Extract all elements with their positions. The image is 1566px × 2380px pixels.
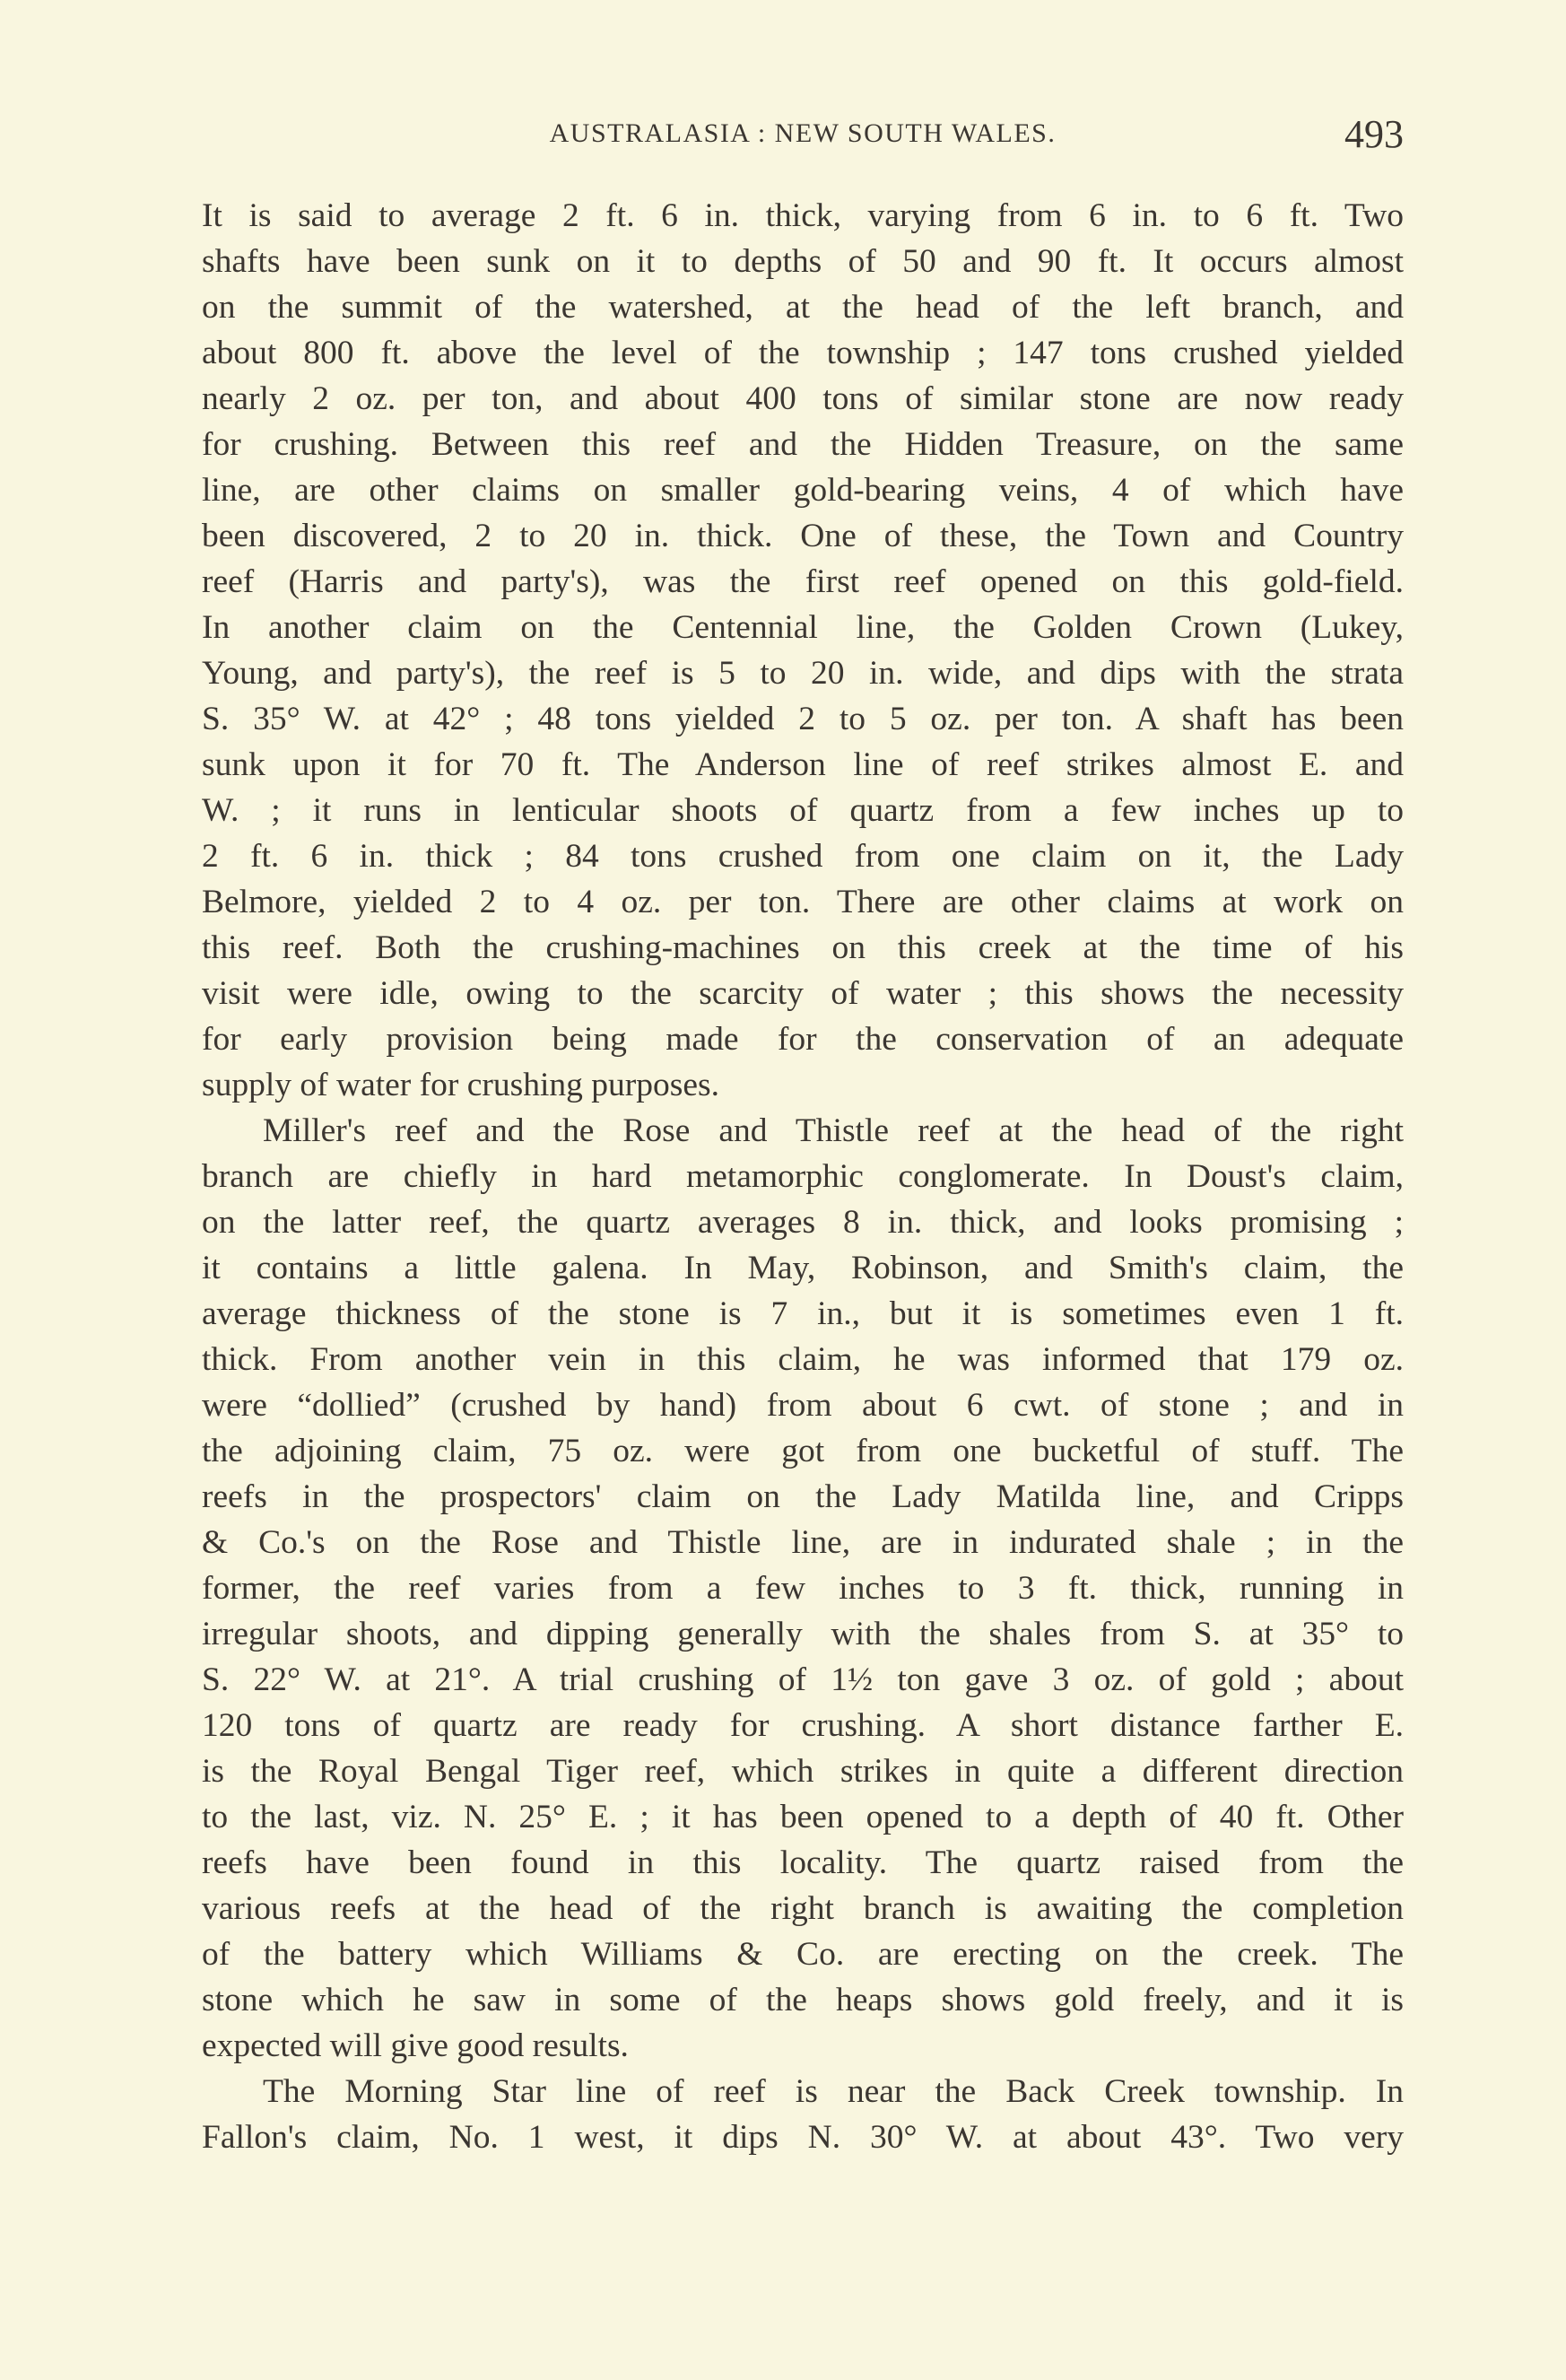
text-line: W. ; it runs in lenticular shoots of quartz from a few inches up to — [202, 792, 1404, 829]
text-line: expected will give good results. — [202, 2027, 629, 2064]
text-line: visit were idle, owing to the scarcity of water ; this shows the necessity — [202, 975, 1404, 1012]
text-line: various reefs at the head of the right branch is awaiting the completion — [202, 1890, 1404, 1927]
text-line: about 800 ft. above the level of the township ; 147 tons crushed yielded — [202, 335, 1404, 371]
paragraph — [202, 1108, 1404, 2069]
text-line: the adjoining claim, 75 oz. were got from one bucketful of stuff. The — [202, 1433, 1404, 1469]
text-line: thick. From another vein in this claim, he was informed that 179 oz. — [202, 1341, 1404, 1378]
text-line: reefs in the prospectors' claim on the Lady Matilda line, and Cripps — [202, 1478, 1404, 1515]
text-line: shafts have been sunk on it to depths of 50 and 90 ft. It occurs almost — [202, 243, 1404, 280]
text-line: this reef. Both the crushing-machines on this creek at the time of his — [202, 929, 1404, 966]
text-line: former, the reef varies from a few inches to 3 ft. thick, running in — [202, 1570, 1404, 1607]
text-line: reefs have been found in this locality. The quartz raised from the — [202, 1844, 1404, 1881]
text-line: 2 ft. 6 in. thick ; 84 tons crushed from one claim on it, the Lady — [202, 838, 1404, 875]
text-line: stone which he saw in some of the heaps shows gold freely, and it is — [202, 1982, 1404, 2018]
text-line: on the summit of the watershed, at the head of the left branch, and — [202, 289, 1404, 326]
running-title: AUSTRALASIA : NEW SOUTH WALES. — [549, 118, 1057, 148]
text-line: Belmore, yielded 2 to 4 oz. per ton. There are other claims at work on — [202, 884, 1404, 920]
text-line: Fallon's claim, No. 1 west, it dips N. 30° W. at about 43°. Two very — [202, 2119, 1404, 2156]
text-line: irregular shoots, and dipping generally with the shales from S. at 35° to — [202, 1616, 1404, 1652]
text-line: it contains a little galena. In May, Robinson, and Smith's claim, the — [202, 1250, 1404, 1286]
text-line: for crushing. Between this reef and the Hidden Treasure, on the same — [202, 426, 1404, 463]
text-line: average thickness of the stone is 7 in., but it is sometimes even 1 ft. — [202, 1295, 1404, 1332]
text-line: were “dollied” (crushed by hand) from about 6 cwt. of stone ; and in — [202, 1387, 1404, 1424]
text-line: & Co.'s on the Rose and Thistle line, are in indurated shale ; in the — [202, 1524, 1404, 1561]
body-text — [202, 193, 1404, 2160]
text-line: The Morning Star line of reef is near the Back Creek township. In — [263, 2073, 1404, 2110]
text-line: been discovered, 2 to 20 in. thick. One of these, the Town and Country — [202, 518, 1404, 554]
page-number: 493 — [1344, 112, 1404, 156]
text-line: reef (Harris and party's), was the first reef opened on this gold-field. — [202, 563, 1404, 600]
text-line: for early provision being made for the conservation of an adequate — [202, 1021, 1404, 1058]
text-line: line, are other claims on smaller gold-bearing veins, 4 of which have — [202, 472, 1404, 509]
text-line: to the last, viz. N. 25° E. ; it has been opened to a depth of 40 ft. Other — [202, 1799, 1404, 1835]
paragraph — [202, 2069, 1404, 2160]
text-line: nearly 2 oz. per ton, and about 400 tons of similar stone are now ready — [202, 380, 1404, 417]
text-line: of the battery which Williams & Co. are erecting on the creek. The — [202, 1936, 1404, 1973]
text-line: supply of water for crushing purposes. — [202, 1067, 719, 1103]
text-line: sunk upon it for 70 ft. The Anderson line of reef strikes almost E. and — [202, 746, 1404, 783]
text-line: In another claim on the Centennial line, the Golden Crown (Lukey, — [202, 609, 1404, 646]
text-line: Young, and party's), the reef is 5 to 20 in. wide, and dips with the strata — [202, 655, 1404, 692]
paragraph — [202, 193, 1404, 1108]
text-line: on the latter reef, the quartz averages 8 in. thick, and looks promising ; — [202, 1204, 1404, 1241]
text-line: is the Royal Bengal Tiger reef, which strikes in quite a different direction — [202, 1753, 1404, 1790]
text-line: S. 22° W. at 21°. A trial crushing of 1½ ton gave 3 oz. of gold ; about — [202, 1661, 1404, 1698]
text-line: 120 tons of quartz are ready for crushing. A short distance farther E. — [202, 1707, 1404, 1744]
text-line: branch are chiefly in hard metamorphic conglomerate. In Doust's claim, — [202, 1158, 1404, 1195]
text-line: Miller's reef and the Rose and Thistle reef at the head of the right — [263, 1112, 1404, 1149]
running-header — [202, 111, 1404, 156]
text-line: S. 35° W. at 42° ; 48 tons yielded 2 to 5 oz. per ton. A shaft has been — [202, 701, 1404, 737]
text-line: It is said to average 2 ft. 6 in. thick, varying from 6 in. to 6 ft. Two — [202, 197, 1404, 234]
